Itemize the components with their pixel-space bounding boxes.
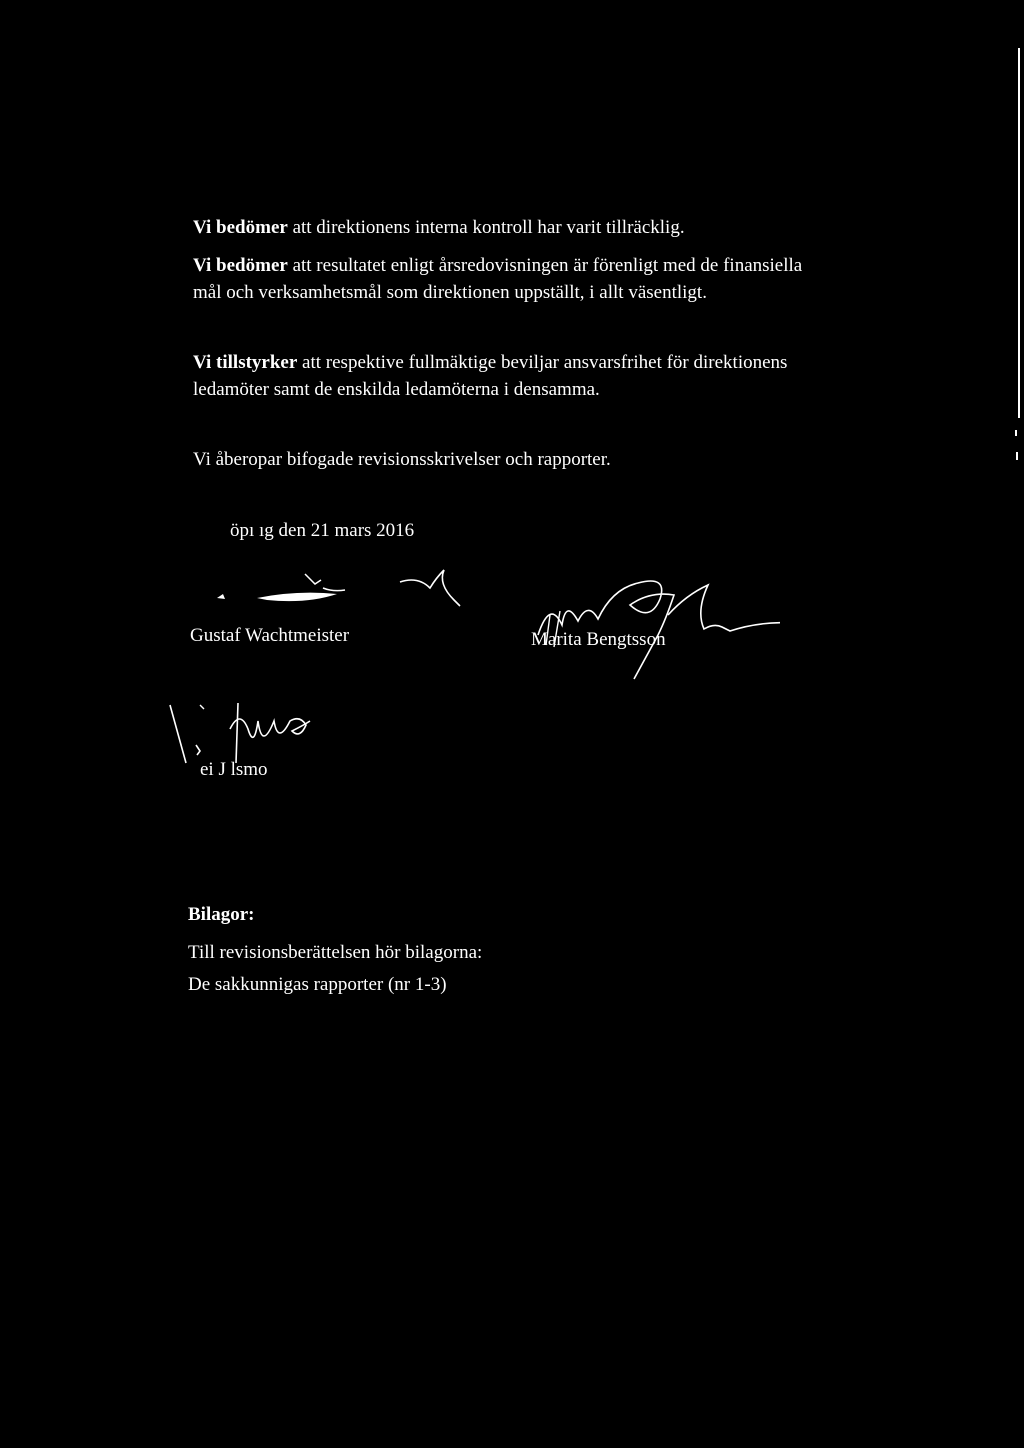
scan-edge-mark	[1015, 430, 1017, 436]
signatory-name-gustaf-wachtmeister: Gustaf Wachtmeister	[190, 625, 350, 646]
statement-internal-control: Vi bedömer att direktionens interna kontroll har varit tillräcklig.	[193, 217, 685, 238]
signatory-name-third-signatory: ei J lsmo	[200, 759, 268, 780]
scan-edge-mark	[1016, 452, 1018, 460]
statement-results-continuation: mål och verksamhetsmål som direktionen uppställt, i allt väsentligt.	[193, 282, 707, 303]
statement-references: Vi åberopar bifogade revisionsskrivelser och rapporter.	[193, 449, 611, 470]
scan-edge-line	[1018, 48, 1020, 418]
place-date: öpı ıg den 21 mars 2016	[230, 520, 415, 541]
appendix-intro: Till revisionsberättelsen hör bilagorna:	[188, 942, 483, 963]
signatory-name-marita-bengtsson: Marita Bengtsson	[531, 629, 666, 650]
appendix-heading: Bilagor:	[188, 904, 255, 925]
statement-discharge-continuation: ledamöter samt de enskilda ledamöterna i densamma.	[193, 379, 600, 400]
statement-discharge: Vi tillstyrker att respektive fullmäktige beviljar ansvarsfrihet för direktionens	[193, 352, 788, 373]
statement-results: Vi bedömer att resultatet enligt årsredovisningen är förenligt med de finansiella	[193, 255, 803, 276]
appendix-item: De sakkunnigas rapporter (nr 1-3)	[188, 974, 447, 995]
